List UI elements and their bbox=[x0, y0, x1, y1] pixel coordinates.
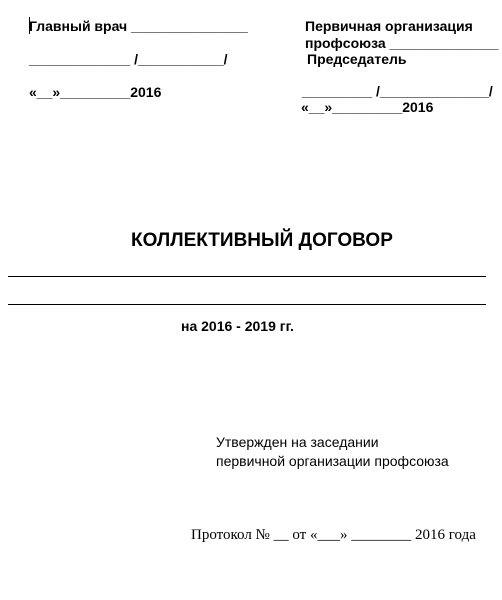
union-org-line2: профсоюза ______________ bbox=[305, 35, 499, 51]
blank-line-2 bbox=[8, 304, 486, 305]
union-org-line1: Первичная организация bbox=[305, 18, 473, 34]
approval-line1: Утвержден на заседании bbox=[216, 434, 379, 450]
period-line: на 2016 - 2019 гг. bbox=[181, 318, 294, 334]
blank-line-1 bbox=[8, 276, 486, 277]
union-chairman-label: Председатель bbox=[307, 51, 407, 67]
approval-line2: первичной организации профсоюза bbox=[216, 453, 449, 469]
union-signature-line: _________ /______________/ bbox=[302, 83, 493, 99]
protocol-line: Протокол № __ от «___» ________ 2016 года bbox=[191, 527, 476, 543]
union-date-line: «__»_________2016 bbox=[301, 99, 434, 115]
chief-doctor-line: Главный врач _______________ bbox=[29, 18, 248, 34]
chief-doctor-signature-line: _____________ /___________/ bbox=[29, 51, 228, 67]
chief-doctor-date-line: «__»_________2016 bbox=[29, 84, 162, 100]
document-title: КОЛЛЕКТИВНЫЙ ДОГОВОР bbox=[131, 230, 393, 251]
